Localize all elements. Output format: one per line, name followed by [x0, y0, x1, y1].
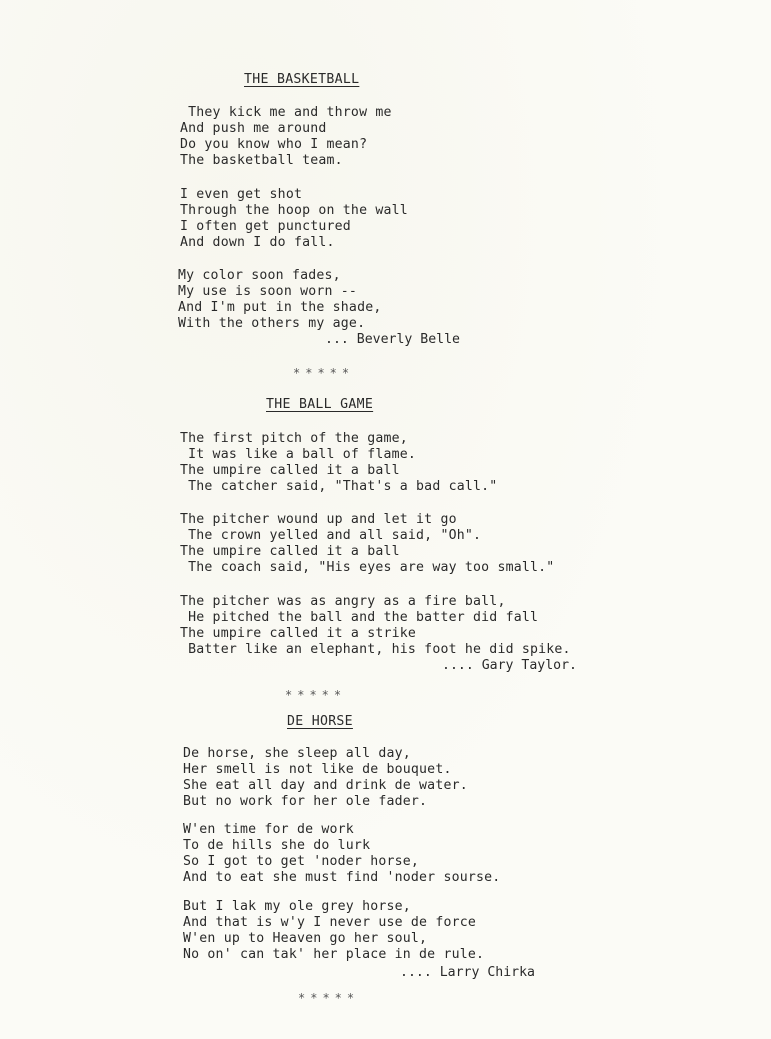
poem-line: Through the hoop on the wall — [180, 203, 408, 218]
poem-line: Do you know who I mean? — [180, 137, 368, 152]
poem-line: My color soon fades, — [178, 268, 341, 283]
poem-line: It was like a ball of flame. — [180, 447, 417, 462]
poem-line: But no work for her ole fader. — [183, 794, 428, 809]
poem-line: But I lak my ole grey horse, — [183, 899, 411, 914]
poem-attribution: .... Gary Taylor. — [442, 658, 577, 673]
poem-line: The first pitch of the game, — [180, 431, 408, 446]
poem-line: The umpire called it a ball — [180, 463, 400, 478]
poem-line: The umpire called it a strike — [180, 626, 417, 641]
poem-line: The crown yelled and all said, "Oh". — [180, 528, 482, 543]
poem-title: THE BASKETBALL — [244, 72, 360, 87]
poem-attribution: ... Beverly Belle — [325, 332, 460, 347]
poem-line: So I got to get 'noder horse, — [183, 854, 420, 869]
poem-line: The basketball team. — [180, 153, 343, 168]
poem-line: De horse, she sleep all day, — [183, 746, 411, 761]
poem-line: I even get shot — [180, 187, 303, 202]
poem-line: And that is w'y I never use de force — [183, 915, 477, 930]
poem-line: And down I do fall. — [180, 235, 335, 250]
poem-line: The catcher said, "That's a bad call." — [180, 479, 498, 494]
poem-line: And to eat she must find 'noder sourse. — [183, 870, 501, 885]
poem-line: The pitcher was as angry as a fire ball, — [180, 594, 506, 609]
poem-title: THE BALL GAME — [266, 397, 374, 412]
poem-title: DE HORSE — [287, 714, 353, 729]
poem-line: Batter like an elephant, his foot he did spike. — [180, 642, 571, 657]
poem-line: The pitcher wound up and let it go — [180, 512, 457, 527]
poem-line: My use is soon worn -- — [178, 284, 358, 299]
section-separator: ***** — [298, 991, 360, 1005]
poem-line: Her smell is not like de bouquet. — [183, 762, 452, 777]
poem-line: To de hills she do lurk — [183, 838, 371, 853]
poem-line: And push me around — [180, 121, 327, 136]
poem-line: W'en time for de work — [183, 822, 354, 837]
poem-line: The coach said, "His eyes are way too small." — [180, 560, 555, 575]
poem-line: She eat all day and drink de water. — [183, 778, 468, 793]
poem-attribution: .... Larry Chirka — [400, 965, 535, 980]
poem-line: They kick me and throw me — [180, 105, 392, 120]
poem-line: With the others my age. — [178, 316, 366, 331]
section-separator: ***** — [285, 688, 347, 702]
poem-line: And I'm put in the shade, — [178, 300, 382, 315]
section-separator: ***** — [293, 366, 355, 380]
poem-line: W'en up to Heaven go her soul, — [183, 931, 428, 946]
poem-line: I often get punctured — [180, 219, 351, 234]
poem-line: No on' can tak' her place in de rule. — [183, 947, 485, 962]
poem-line: The umpire called it a ball — [180, 544, 400, 559]
poem-line: He pitched the ball and the batter did fall — [180, 610, 539, 625]
